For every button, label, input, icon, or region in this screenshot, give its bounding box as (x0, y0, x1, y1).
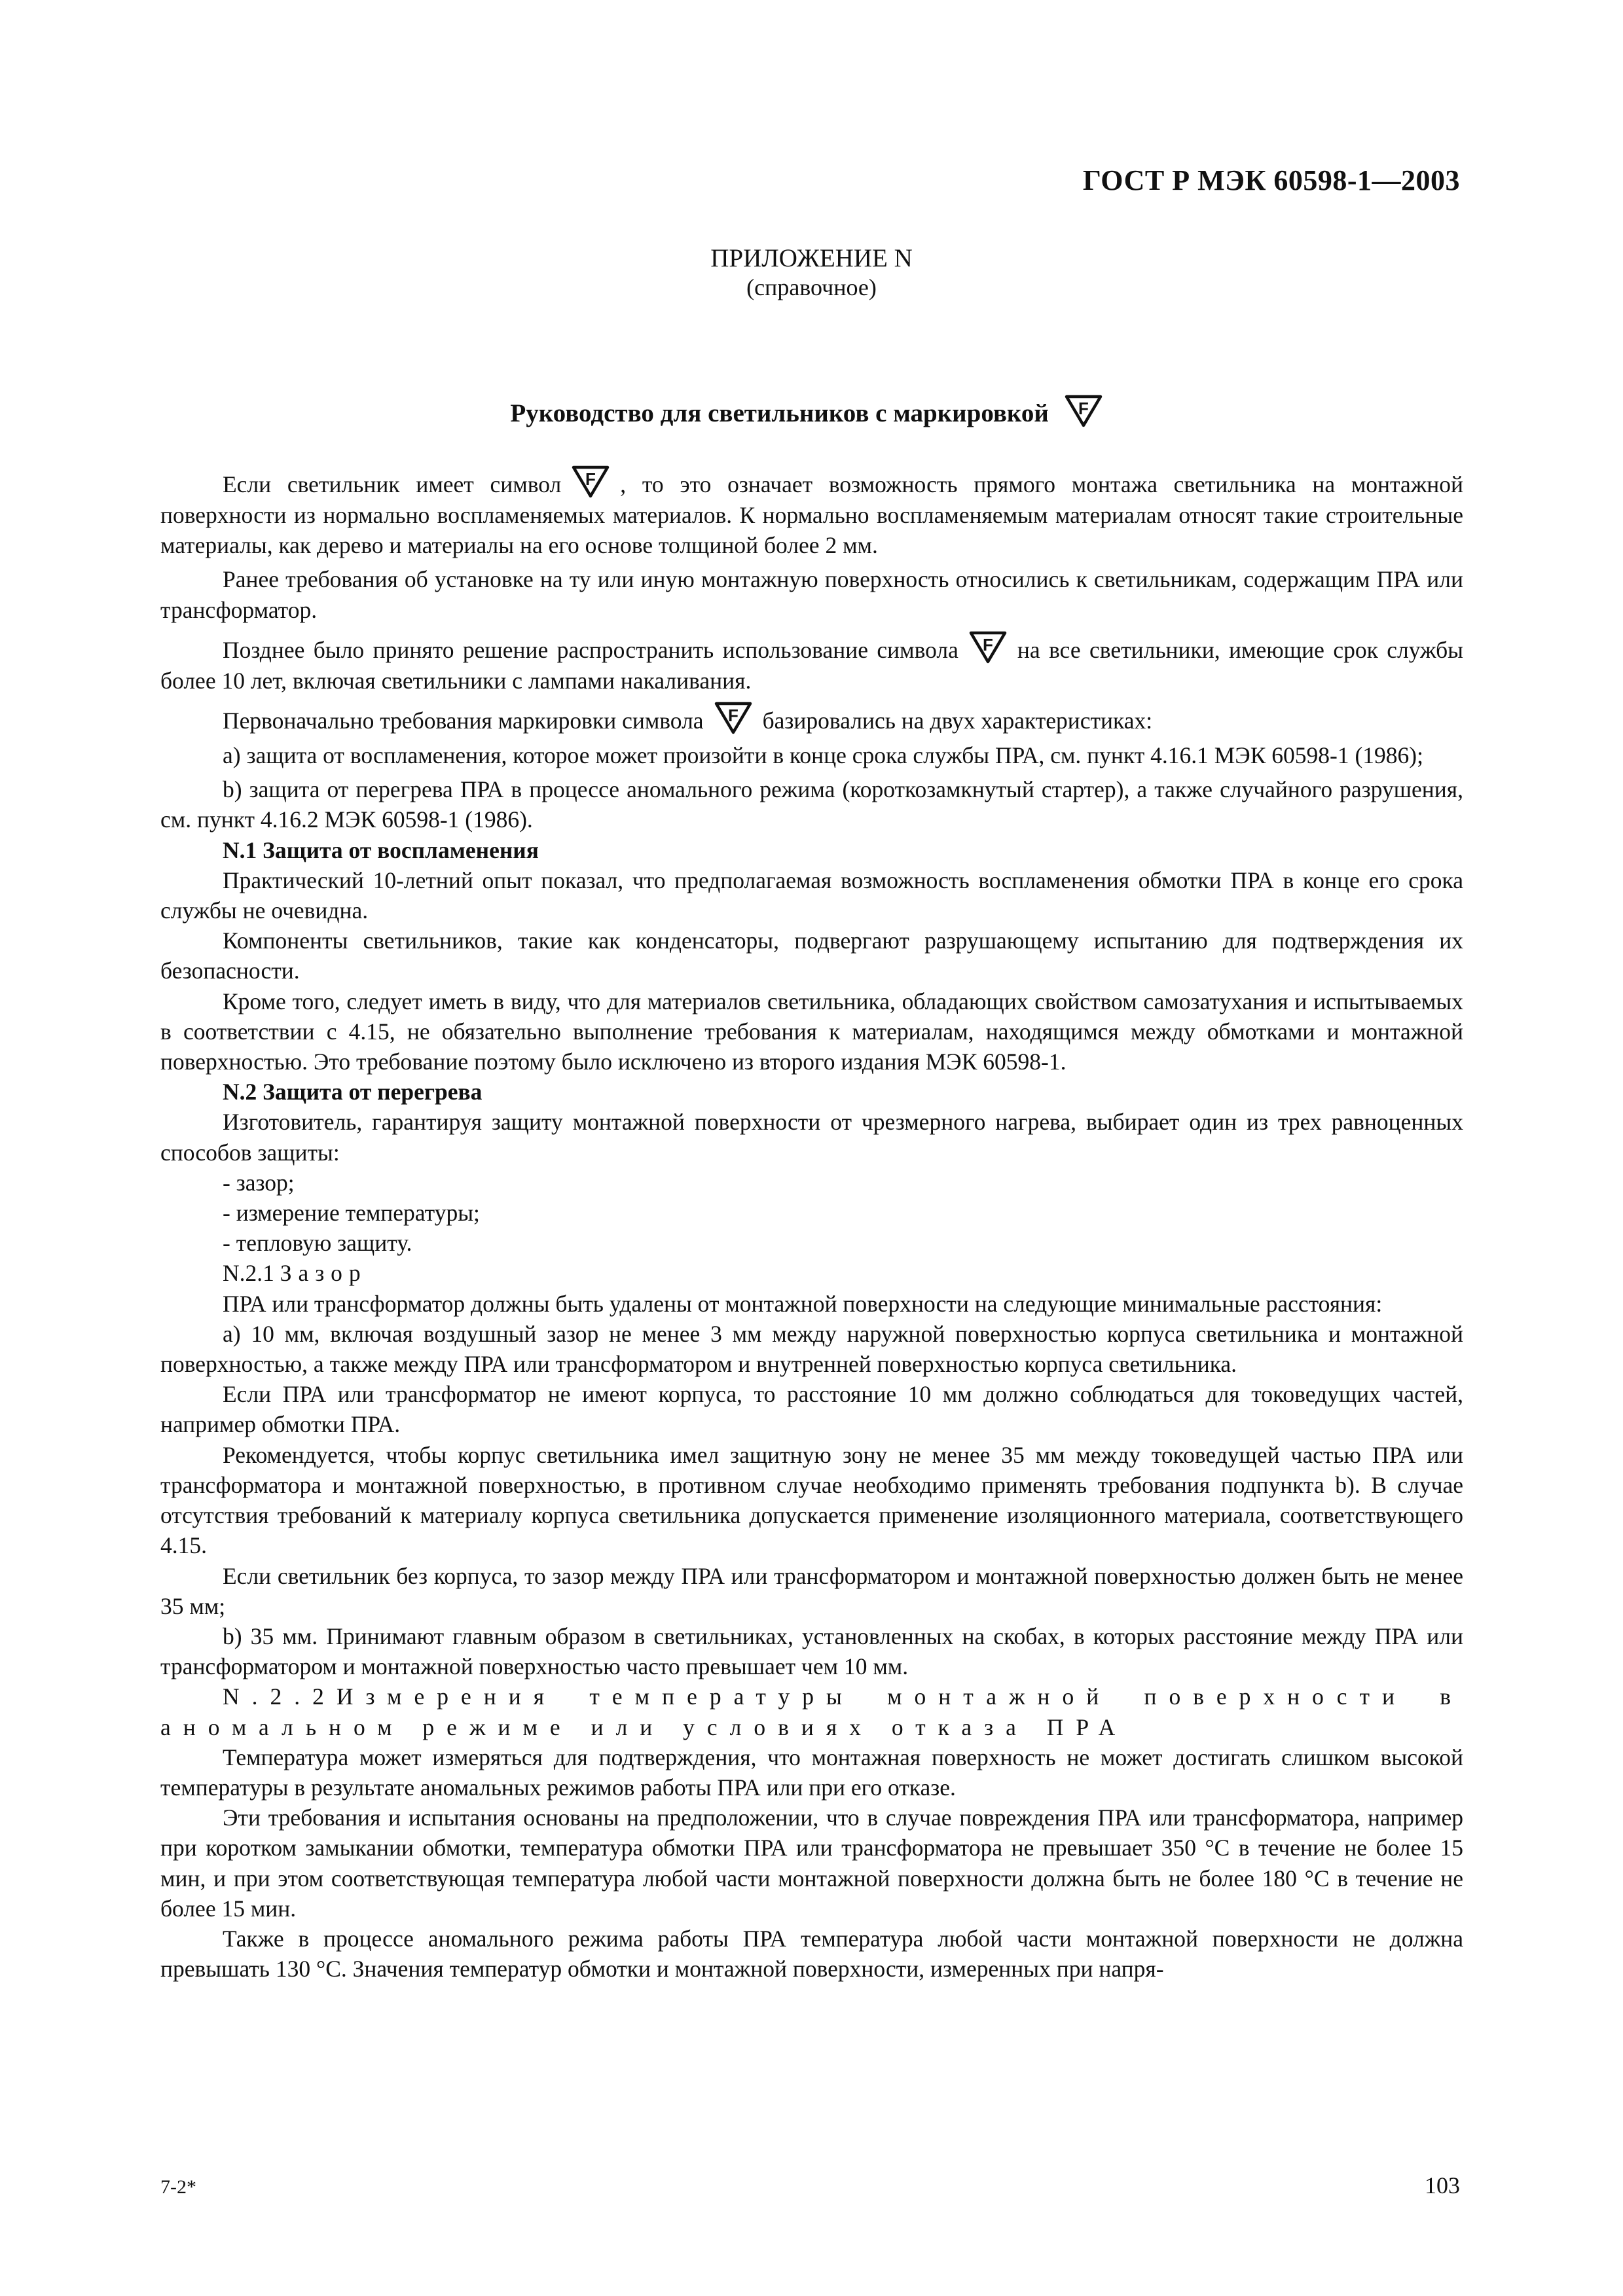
paragraph (160, 463, 1463, 560)
paragraph-text: Позднее было принято решение распространить использование символа (223, 636, 958, 663)
subsection-title-text: Зазор (280, 1260, 367, 1287)
paragraph: Если светильник без корпуса, то зазор между ПРА или трансформатором и монтажной поверхностью должен быть не менее 35 мм; (160, 1562, 1463, 1619)
paragraph: Эти требования и испытания основаны на предположении, что в случае повреждения ПРА или трансформатора, например при коротком замыкании обмотки, температура обмотки ПРА или трансформатора не превышает 350 °С в течение не более 15 мин, и при этом соответствующая температура любой части монтажной поверхности должна быть не более 180 °С в течение не более 15 мин. (160, 1804, 1463, 1922)
subsection-title-n22 (160, 1681, 1463, 1742)
paragraph: Если ПРА или трансформатор не имеют корпуса, то расстояние 10 мм должно соблюдаться для токоведущих частей, например обмотки ПРА. (160, 1381, 1463, 1438)
list-item: - тепловую защиту. (223, 1230, 412, 1257)
paragraph: Рекомендуется, чтобы корпус светильника имел защитную зону не менее 35 мм между токоведущей частью ПРА или трансформатора и монтажной поверхностью, в противном случае необходимо применять требования подпункта b). В случае отсутствия требований к материалу корпуса светильника допускается применение изоляционного материала, соответствующего 4.15. (160, 1441, 1463, 1559)
subsection-title-n2: N.2 Защита от перегрева (223, 1079, 483, 1105)
f-mark-icon (713, 700, 754, 736)
paragraph-text: Если светильник имеет символ (223, 471, 562, 497)
subsection-title-n1: N.1 Защита от воспламенения (223, 836, 539, 863)
paragraph: Также в процессе аномального режима работы ПРА температура любой части монтажной поверхности не должна превышать 130 °С. Значения температур обмотки и монтажной поверхности, измеренных при напря- (160, 1925, 1463, 1982)
paragraph: b) защита от перегрева ПРА в процессе аномального режима (короткозамкнутый стартер), а также случайного разрушения, см. пункт 4.16.2 МЭК 60598-1 (1986). (160, 776, 1463, 833)
subsection-title-n21 (160, 1258, 1463, 1288)
page-number: 103 (1425, 2172, 1460, 2198)
body-text (160, 463, 1463, 1984)
paragraph (160, 629, 1463, 696)
paragraph-text: базировались на двух характеристиках: (762, 708, 1153, 734)
list-item: - зазор; (223, 1169, 295, 1196)
subsection-number: N.2.1 (223, 1260, 274, 1287)
f-mark-icon (1063, 393, 1104, 429)
paragraph: ПРА или трансформатор должны быть удалены от монтажной поверхности на следующие минимальные расстояния: (223, 1290, 1383, 1317)
paragraph-text: Первоначально требования маркировки символа (223, 708, 704, 734)
footer-signature-mark: 7-2* (160, 2176, 196, 2198)
svg-text:F: F (1078, 399, 1089, 418)
paragraph (160, 700, 1463, 736)
paragraph: Компоненты светильников, такие как конденсаторы, подвергают разрушающему испытанию для подтверждения их безопасности. (160, 927, 1463, 984)
svg-text:F: F (982, 634, 993, 655)
paragraph: Кроме того, следует иметь в виду, что для материалов светильника, обладающих свойством самозатухания и испытываемых в соответствии с 4.15, не обязательно выполнение требования к материалам, находящимся между обмотками и монтажной поверхностью. Это требование поэтому было исключено из второго издания МЭК 60598-1. (160, 988, 1463, 1075)
paragraph: а) 10 мм, включая воздушный зазор не менее 3 мм между наружной поверхностью корпуса светильника и монтажной поверхностью, а также между ПРА или трансформатором и внутренней поверхностью корпуса светильника. (160, 1320, 1463, 1378)
appendix-title: ПРИЛОЖЕНИЕ N (710, 244, 913, 272)
paragraph: а) защита от воспламенения, которое может произойти в конце срока службы ПРА, см. пункт 4.16.1 МЭК 60598-1 (1986); (223, 742, 1423, 769)
paragraph: Изготовитель, гарантируя защиту монтажной поверхности от чрезмерного нагрева, выбирает один из трех равноценных способов защиты: (160, 1109, 1463, 1166)
paragraph: Ранее требования об установке на ту или иную монтажную поверхность относились к светильникам, содержащим ПРА или трансформатор. (160, 566, 1463, 623)
paragraph: Практический 10-летний опыт показал, что предполагаемая возможность воспламенения обмотки ПРА в конце его срока службы не очевидна. (160, 867, 1463, 924)
section-heading (0, 393, 1623, 429)
list-item: - измерение температуры; (223, 1200, 480, 1227)
paragraph-text: на все светильники, имеющие срок службы более 10 лет, включая светильники с лампами накаливания. (160, 636, 1463, 694)
appendix-subtitle: (справочное) (746, 274, 877, 300)
f-mark-icon (968, 629, 1008, 666)
heading-text: Руководство для светильников с маркировкой (510, 399, 1049, 427)
subsection-number: N.2.2 (223, 1683, 337, 1710)
paragraph: Температура может измеряться для подтверждения, что монтажная поверхность не может достигать слишком высокой температуры в результате аномальных режимов работы ПРА или при его отказе. (160, 1744, 1463, 1801)
subsection-title-text: Измерения температуры монтажной поверхности в аномальном режиме или условиях отказа ПРА (160, 1683, 1463, 1740)
svg-text:F: F (585, 469, 596, 489)
standard-header: ГОСТ Р МЭК 60598-1—2003 (1082, 164, 1460, 196)
paragraph: b) 35 мм. Принимают главным образом в светильниках, установленных на скобах, в которых расстояние между ПРА или трансформатором и монтажной поверхностью часто превышает чем 10 мм. (160, 1623, 1463, 1680)
svg-text:F: F (727, 706, 739, 726)
f-mark-icon (570, 463, 611, 500)
paragraph-text: , то это означает возможность прямого монтажа светильника на монтажной поверхности из нормально воспламеняемых материалов. К нормально воспламеняемым материалам относят такие строительные материалы, как дерево и материалы на его основе толщиной более 2 мм. (160, 471, 1464, 559)
